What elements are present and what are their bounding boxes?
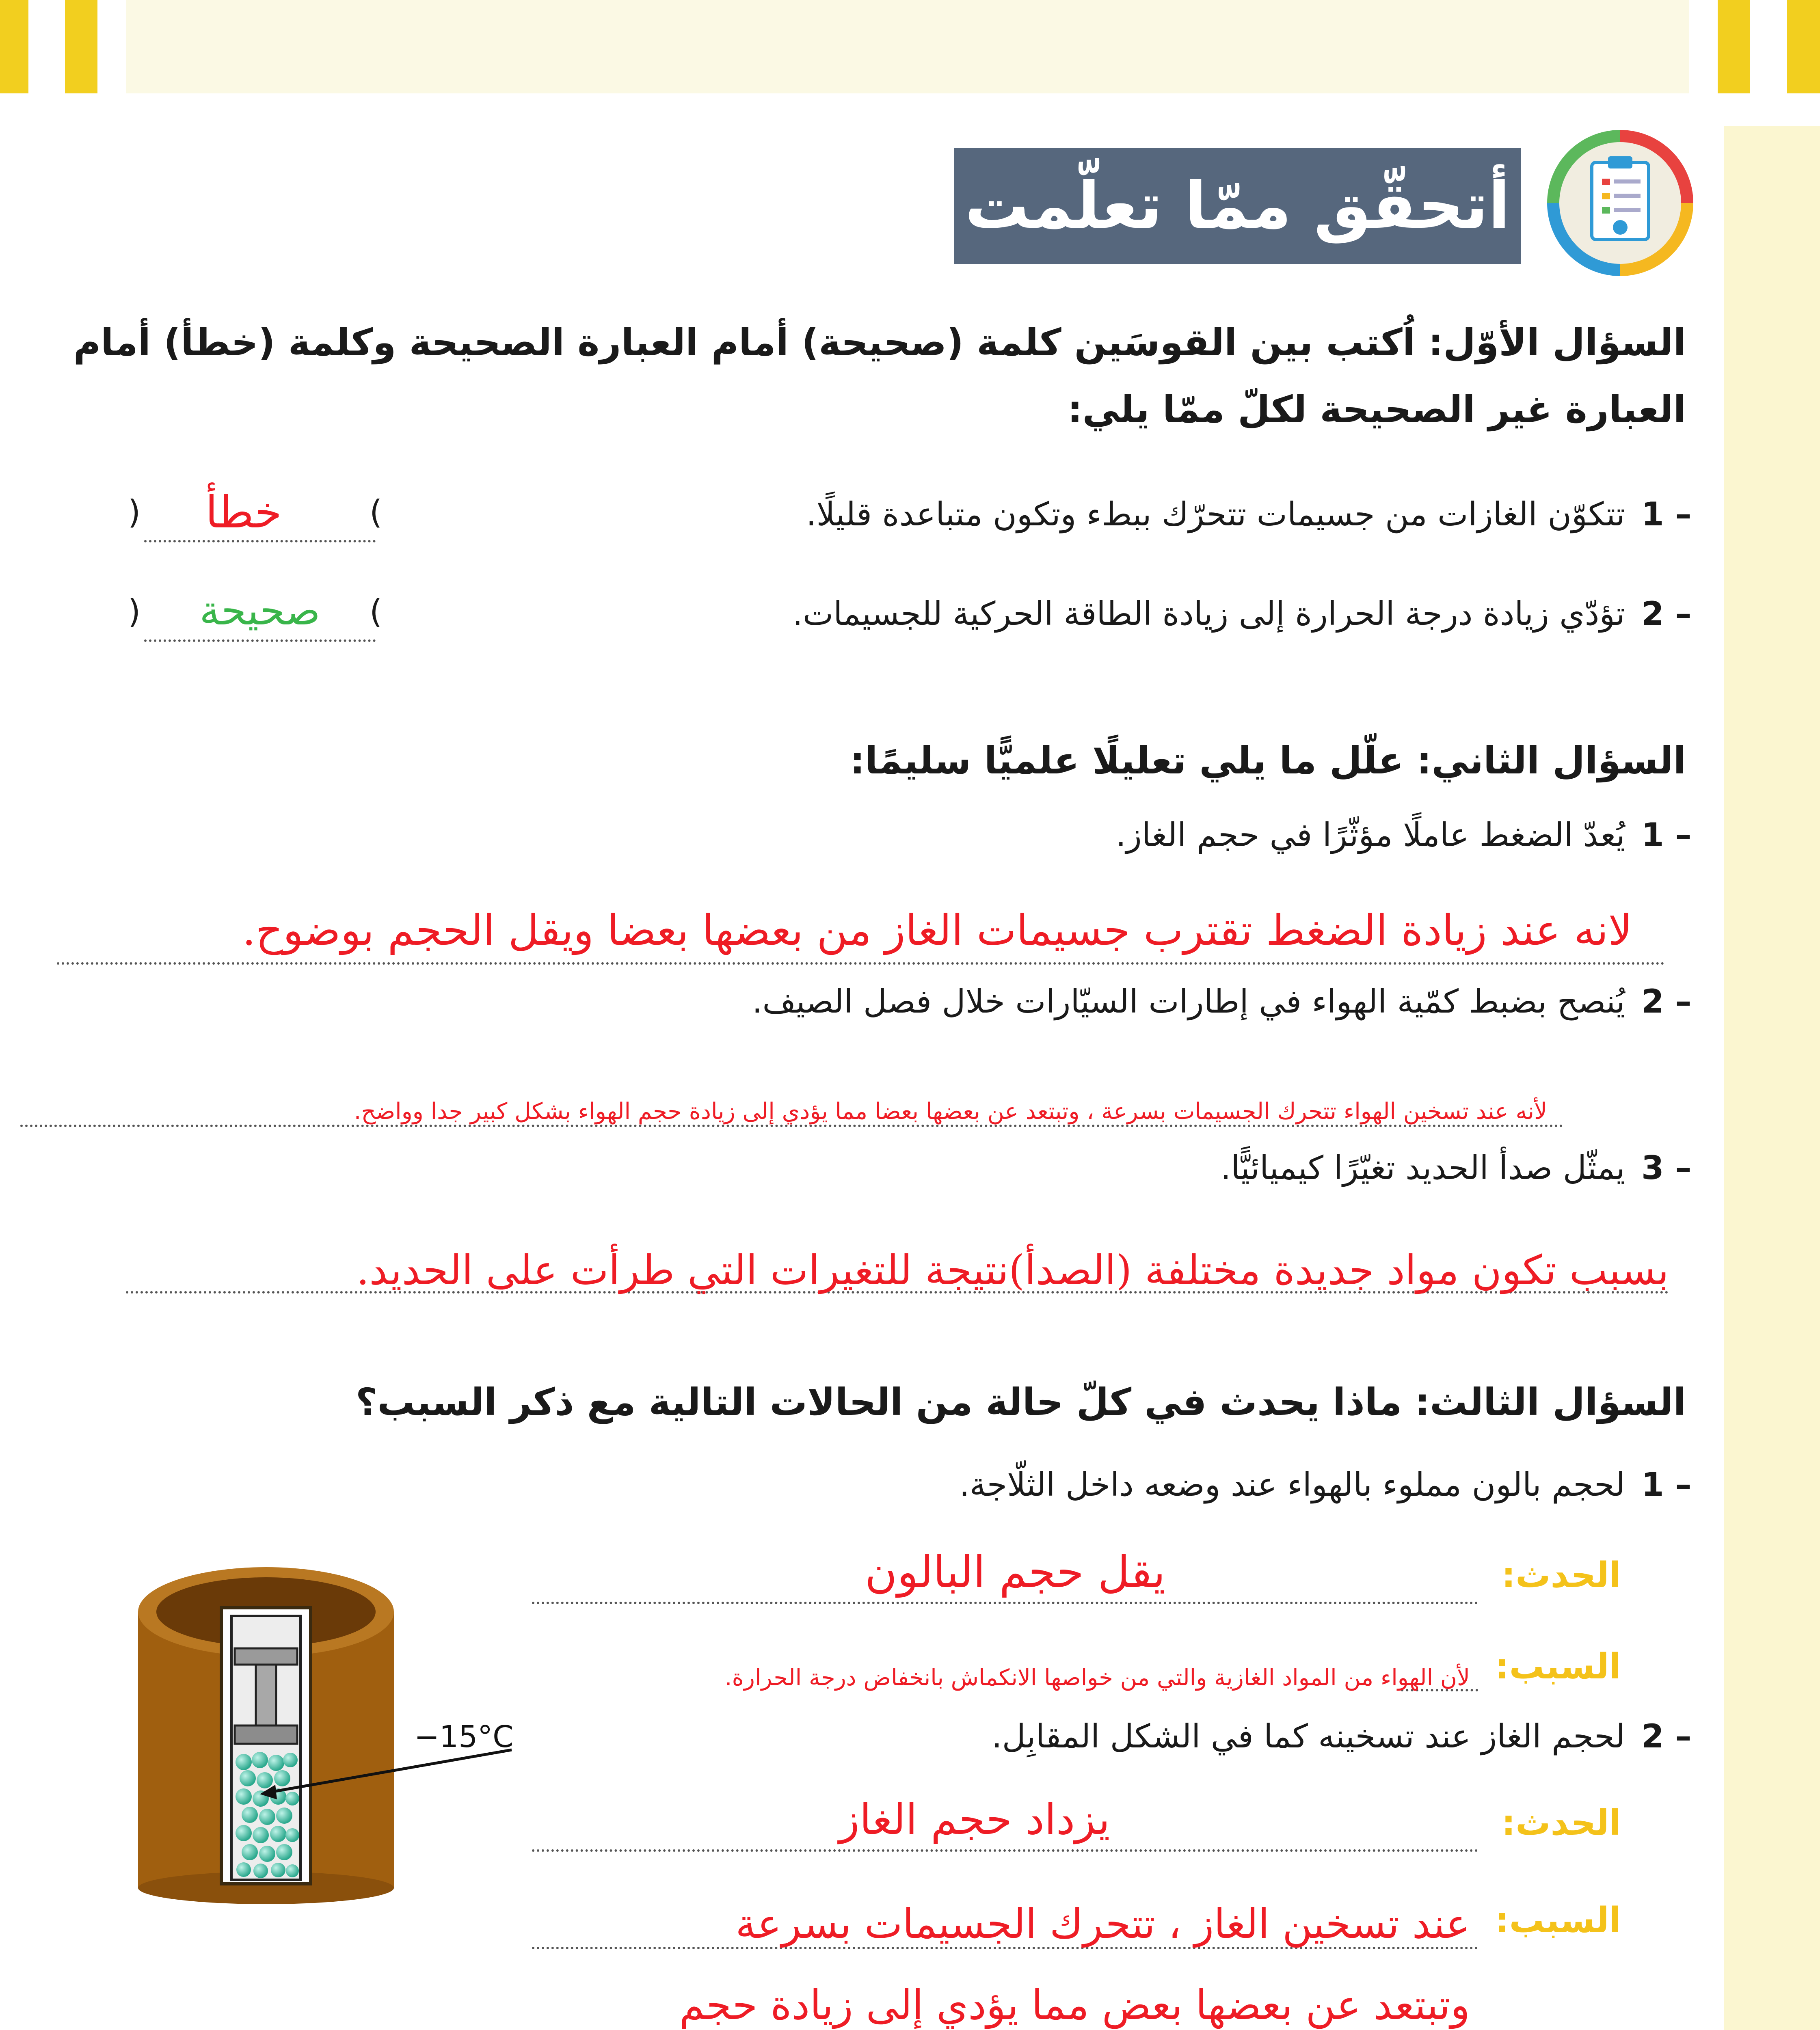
q2-heading: السؤال الثاني: علّل ما يلي تعليلًا علميًّا سليمًا: [850, 739, 1686, 782]
q2-item1-number: 1 – [1641, 816, 1692, 854]
q1-heading-line1: السؤال الأوّل: اُكتب بين القوسَين كلمة (صحيحة) أمام العبارة الصحيحة وكلمة (خطأ) أمام [73, 321, 1686, 364]
q3-item1-event-label: الحدث: [1501, 1555, 1621, 1596]
q2-item2-number: 2 – [1641, 983, 1692, 1020]
q3-item2-reason-line1: عند تسخين الغاز ، تتحرك الجسيمات بسرعة [735, 1900, 1470, 1948]
q1-item1-open-paren: ( [370, 493, 383, 531]
checklist-icon [1543, 126, 1697, 280]
q3-item1-reason-answer: لأن الهواء من المواد الغازية والتي من خواصها الانكماش بانخفاض درجة الحرارة. [724, 1665, 1470, 1691]
q1-item2-answer: صحيحة [199, 587, 320, 634]
q3-item1-reason-label: السبب: [1495, 1646, 1621, 1687]
q1-item2-text: تؤدّي زيادة درجة الحرارة إلى زيادة الطاقة الحركية للجسيمات. [792, 595, 1625, 633]
q3-item2-number: 2 – [1641, 1717, 1692, 1755]
q3-item1-number: 1 – [1641, 1466, 1692, 1503]
top-banner [126, 0, 1689, 93]
right-margin-band [1724, 126, 1820, 2030]
page-title: أتحقّق ممّا تعلّمت [965, 168, 1510, 243]
q2-item3-number: 3 – [1641, 1149, 1692, 1187]
q1-item1-close-paren: ) [128, 493, 141, 531]
top-right-stripe-2 [1787, 0, 1820, 93]
q2-item1-answer: لانه عند زيادة الضغط تقترب جسيمات الغاز من بعضها بعضا ويقل الحجم بوضوح. [242, 905, 1632, 955]
q1-item1-answer-line [144, 540, 376, 542]
figure-temperature-label: −15°C [414, 1719, 514, 1754]
q3-item2-event-line [532, 1849, 1478, 1852]
q1-item1-text: تتكوّن الغازات من جسيمات تتحرّك ببطء وتكون متباعدة قليلًا. [806, 495, 1625, 533]
q2-item1-answer-line [57, 962, 1665, 965]
q3-item2-event-answer: يزداد حجم الغاز [839, 1795, 1110, 1844]
q1-item1-number: 1 – [1641, 495, 1692, 533]
q2-item2-text: يُنصح بضبط كمّية الهواء في إطارات السيّارات خلال فصل الصيف. [752, 983, 1625, 1020]
q3-item2-reason-line2: وتبتعد عن بعضها بعض مما يؤدي إلى زيادة حجم [679, 1981, 1470, 2029]
q1-item2-answer-line [144, 639, 376, 642]
q3-item2-reason-label: السبب: [1495, 1900, 1621, 1941]
q1-item2-close-paren: ) [128, 593, 141, 631]
gas-cylinder-figure [122, 1510, 528, 1908]
q2-item3-text: يمثّل صدأ الحديد تغيّرًا كيميائيًّا. [1220, 1149, 1625, 1187]
q2-item3-answer: بسبب تكون مواد جديدة مختلفة (الصدأ)نتيجة للتغيرات التي طرأت على الحديد. [356, 1246, 1669, 1294]
q3-item2-event-label: الحدث: [1501, 1803, 1621, 1843]
q2-item2-answer-line [20, 1125, 1563, 1127]
q1-heading-line2: العبارة غير الصحيحة لكلّ ممّا يلي: [1067, 388, 1686, 431]
top-left-stripe-2 [65, 0, 97, 93]
q2-item2-answer: لأنه عند تسخين الهواء تتحرك الجسيمات بسرعة ، وتبتعد عن بعضها بعضا مما يؤدي إلى زيادة حجم الهواء بشكل كبير جدا وواضح. [354, 1098, 1547, 1125]
q1-item2-open-paren: ( [370, 593, 383, 631]
q3-heading: السؤال الثالث: ماذا يحدث في كلّ حالة من الحالات التالية مع ذكر السبب؟ [355, 1380, 1686, 1424]
q3-item1-event-answer: يقل حجم البالون [865, 1547, 1165, 1598]
q3-item2-text: لحجم الغاز عند تسخينه كما في الشكل المقابِل. [992, 1717, 1625, 1755]
top-left-stripe [0, 0, 28, 93]
q1-item2-number: 2 – [1641, 595, 1692, 633]
q3-item1-event-line [532, 1602, 1478, 1604]
q1-item1-answer: خطأ [205, 487, 282, 538]
q3-item1-text: لحجم بالون مملوء بالهواء عند وضعه داخل الثلّاجة. [959, 1466, 1625, 1503]
top-right-stripe [1718, 0, 1750, 93]
q2-item1-text: يُعدّ الضغط عاملًا مؤثّرًا في حجم الغاز. [1115, 816, 1625, 854]
